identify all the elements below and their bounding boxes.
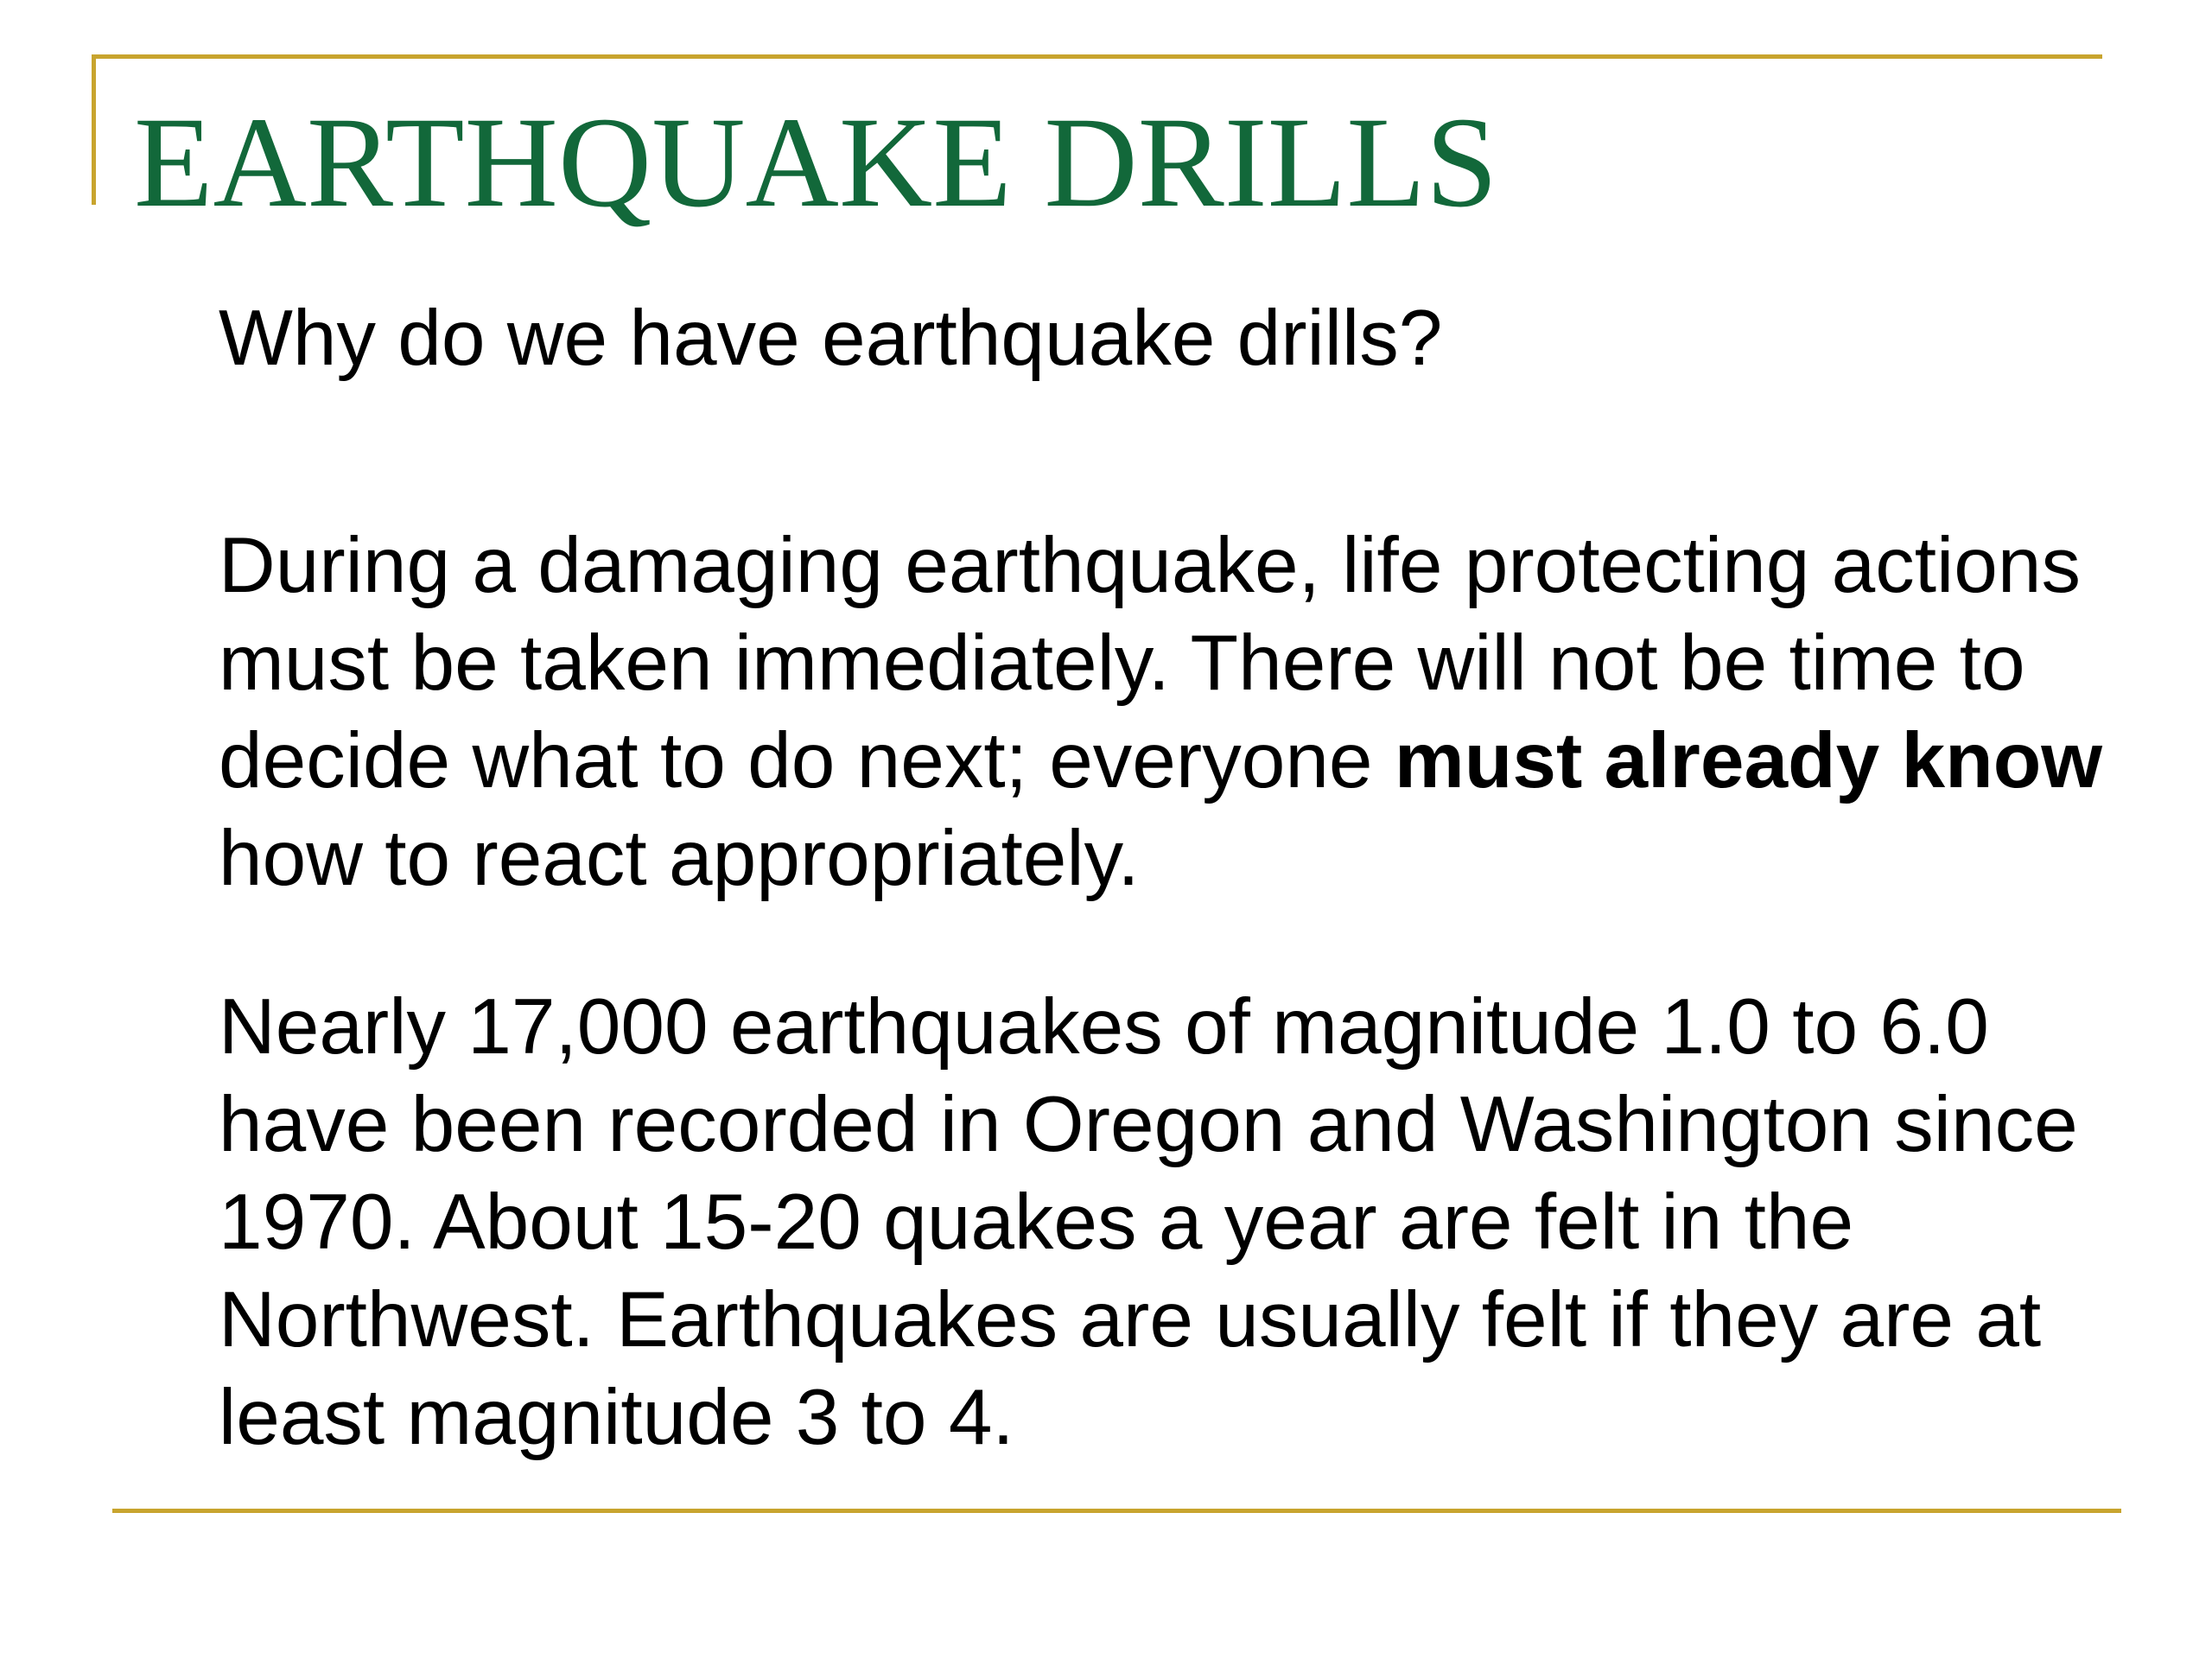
question-text: Why do we have earthquake drills? — [219, 295, 1443, 382]
paragraph-earthquake-stats: Nearly 17,000 earthquakes of magnitude 1.0 to 6.0 have been recorded in Oregon and Washington since 1970. About 15-20 quakes a year are felt in the Northwest. Earthquakes are usually felt if they are at least magnitude 3 to 4. — [219, 983, 2078, 1461]
paragraph1-text-start: During a damaging earthquake, life protecting actions must be taken immediately. There will not be time to decide what to do next; everyone — [219, 522, 2081, 804]
paragraph-drills-purpose — [219, 517, 2120, 907]
slide-title: EARTHQUAKE DRILLS — [134, 91, 1498, 234]
paragraph1-emphasis: must already know — [1394, 717, 2103, 804]
left-accent-line — [92, 54, 96, 205]
paragraph1-text-end: how to react appropriately. — [219, 815, 1140, 902]
bottom-divider-line — [112, 1509, 2121, 1513]
top-divider-line — [92, 54, 2102, 59]
